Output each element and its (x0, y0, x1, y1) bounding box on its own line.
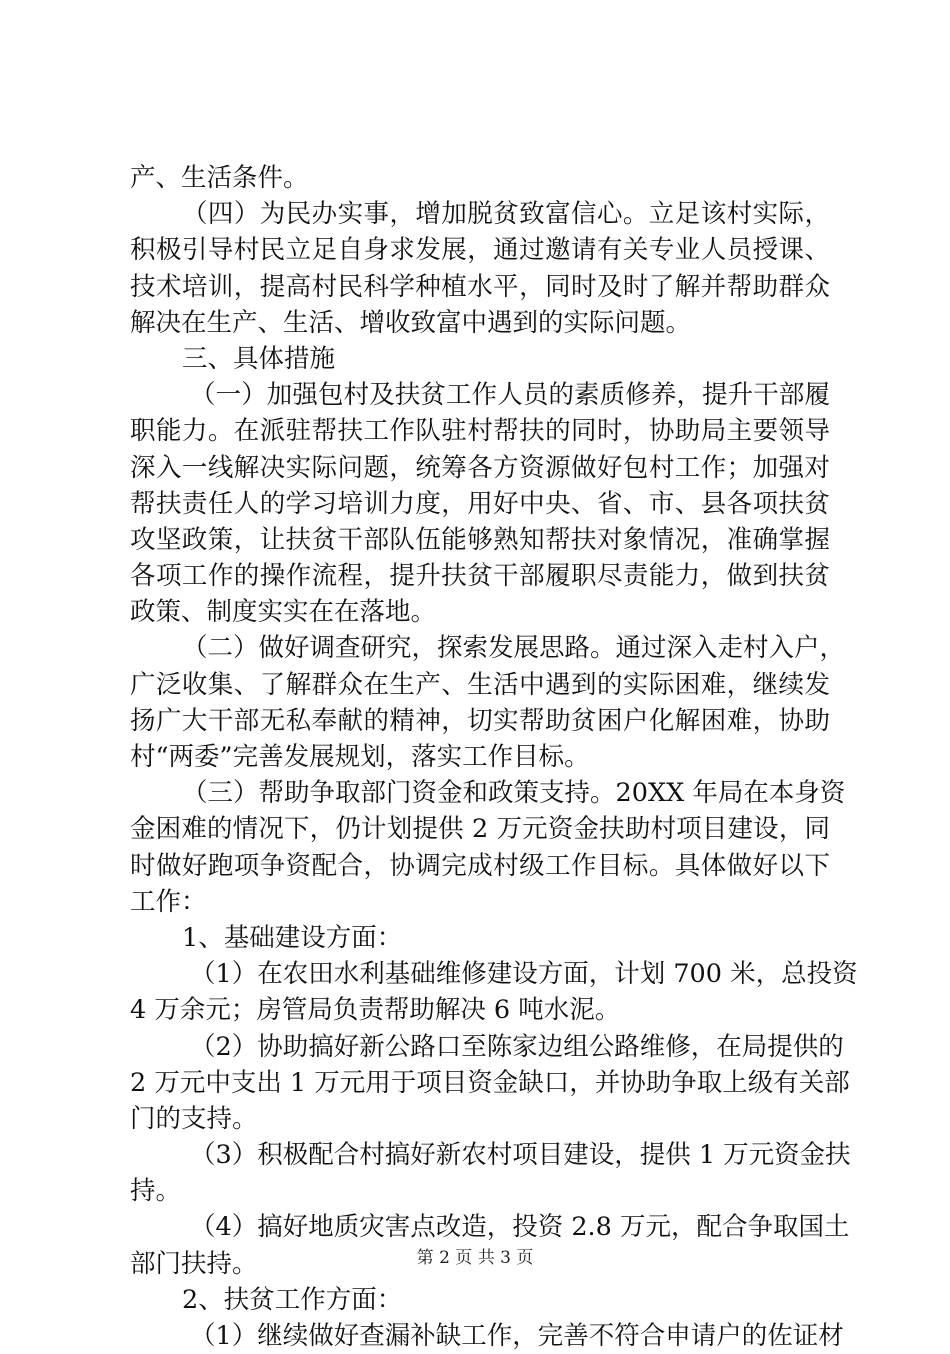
text-line: 产、生活条件。 (130, 163, 309, 193)
text-line: 技术培训，提高村民科学种植水平，同时及时了解并帮助群众 (130, 271, 830, 302)
text-line: （二）做好调查研究，探索发展思路。通过深入走村入户， (182, 633, 846, 664)
text-line: （四）为民办实事，增加脱贫致富信心。立足该村实际， (182, 199, 830, 230)
text-line: （1）继续做好查漏补缺工作，完善不符合申请户的佐证材 (190, 1321, 844, 1351)
text-line: 积极引导村民立足自身求发展，通过邀请有关专业人员授课、 (130, 235, 830, 266)
text-line: 攻坚政策，让扶贫干部队伍能够熟知帮扶对象情况，准确掌握 (130, 524, 830, 555)
text-line: 扬广大干部无私奉献的精神，切实帮助贫困户化解困难，协助 (130, 705, 830, 736)
text-line: 广泛收集、了解群众在生产、生活中遇到的实际困难，继续发 (130, 669, 830, 700)
text-line: （3）积极配合村搞好新农村项目建设，提供 1 万元资金扶 (190, 1140, 851, 1171)
text-line: 门的支持。 (130, 1103, 258, 1134)
text-line: 2 万元中支出 1 万元用于项目资金缺口，并协助争取上级有关部 (130, 1067, 850, 1098)
text-line: 1、基础建设方面： (182, 922, 403, 953)
text-line: 工作： (130, 886, 207, 917)
document-body (130, 160, 858, 1354)
text-line: 三、具体措施 (182, 343, 336, 374)
text-line: 政策、制度实实在在落地。 (130, 597, 437, 628)
text-line: （三）帮助争取部门资金和政策支持。20XX 年局在本身资 (182, 778, 846, 809)
text-line: 村“两委”完善发展规划，落实工作目标。 (130, 742, 590, 772)
text-line: 职能力。在派驻帮扶工作队驻村帮扶的同时，协助局主要领导 (130, 416, 830, 447)
text-line: 4 万余元；房管局负责帮助解决 6 吨水泥。 (130, 995, 621, 1026)
text-line: （4）搞好地质灾害点改造，投资 2.8 万元，配合争取国土 (190, 1212, 850, 1243)
text-line: 帮扶责任人的学习培训力度，用好中央、省、市、县各项扶贫 (130, 488, 830, 519)
text-line: 部门扶持。 (130, 1248, 258, 1279)
text-line: 深入一线解决实际问题，统筹各方资源做好包村工作；加强对 (130, 452, 830, 483)
text-line: 金困难的情况下，仍计划提供 2 万元资金扶助村项目建设，同 (130, 814, 830, 845)
page-footer: 第 2 页 共 3 页 (416, 1248, 534, 1268)
text-line: 解决在生产、生活、增收致富中遇到的实际问题。 (130, 307, 692, 338)
text-line: （1）在农田水利基础维修建设方面，计划 700 米，总投资 (190, 959, 858, 990)
text-line: 持。 (130, 1176, 182, 1207)
text-line: 各项工作的操作流程，提升扶贫干部履职尽责能力，做到扶贫 (130, 561, 830, 592)
text-line: 时做好跑项争资配合，协调完成村级工作目标。具体做好以下 (130, 850, 830, 881)
text-line: 2、扶贫工作方面： (182, 1284, 403, 1315)
text-line: （一）加强包村及扶贫工作人员的素质修养，提升干部履 (190, 380, 830, 411)
text-line: （2）协助搞好新公路口至陈家边组公路维修，在局提供的 (190, 1031, 844, 1062)
